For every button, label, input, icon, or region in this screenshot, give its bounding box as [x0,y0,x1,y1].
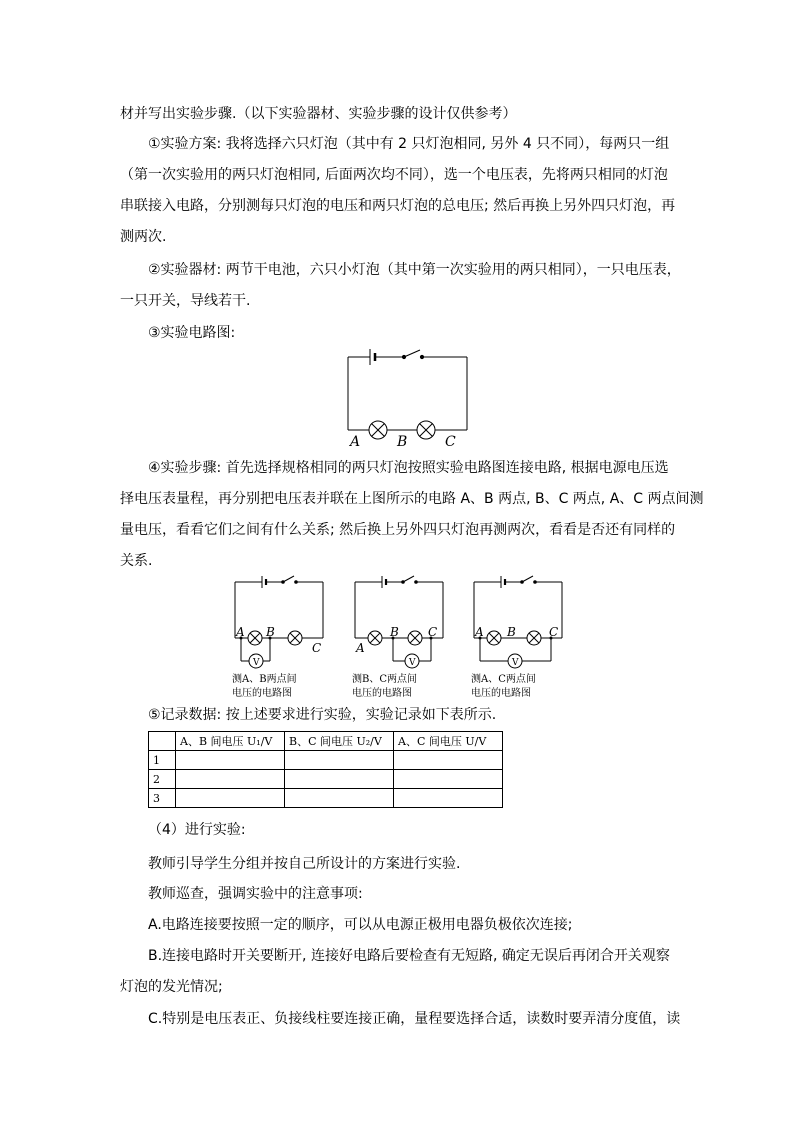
text-line: 一只开关，导线若干. [120,293,251,309]
table-row [149,789,503,808]
text-line: ③实验电路图: [148,325,236,341]
text-line: ⑤记录数据: 按上述要求进行实验，实验记录如下表所示. [148,707,497,723]
text-line: 教师巡查，强调实验中的注意事项: [148,886,363,902]
point-label-a: A [350,434,361,450]
svg-text:B: B [266,625,275,639]
table-cell [285,789,394,808]
text-line: 测两次. [120,229,167,245]
table-header-cell: B、C 间电压 U₂/V [285,732,394,751]
table-cell [394,751,503,770]
text-line: ②实验器材: 两节干电池，六只小灯泡（其中第一次实验用的两只相同），一只电压表， [148,262,681,278]
table-header-cell: A、B 间电压 U₁/V [176,732,285,751]
svg-text:C: C [312,641,322,655]
table-cell: 2 [149,770,176,789]
figure-caption: 测A、C两点间 [471,674,536,685]
table-cell [176,789,285,808]
svg-text:C: C [549,625,559,639]
table-row [149,770,503,789]
lamp-icon [369,421,387,439]
point-label-c: C [445,434,456,450]
svg-text:C: C [428,625,438,639]
table-header-cell [149,732,176,751]
table-cell [285,751,394,770]
data-table [148,731,503,808]
figure-caption: 测B、C两点间 [352,674,417,685]
main-circuit-diagram [340,345,475,450]
table-header-row [149,732,503,751]
figure-caption: 电压的电路图 [352,688,412,699]
table-cell [176,770,285,789]
svg-text:B: B [507,625,516,639]
switch-lever [404,350,420,357]
circuit-diagram-ac [467,570,572,700]
text-line: 串联接入电路，分别测每只灯泡的电压和两只灯泡的总电压; 然后再换上另外四只灯泡，再 [120,198,676,214]
text-line: 关系. [120,553,153,569]
table-cell: 3 [149,789,176,808]
lamp-icon [417,421,435,439]
text-line: （第一次实验用的两只灯泡相同, 后面两次均不同），选一个电压表，先将两只相同的灯泡 [120,167,668,183]
text-line: 灯泡的发光情况; [120,979,223,995]
table-cell [285,770,394,789]
text-line: B.连接电路时开关要断开, 连接好电路后要检查有无短路, 确定无误后再闭合开关观察 [148,948,670,964]
svg-text:A: A [236,625,245,639]
figure-caption: 电压的电路图 [232,688,292,699]
figure-caption: 电压的电路图 [471,688,531,699]
figure-caption: 测A、B两点间 [232,674,297,685]
text-line: ④实验步骤: 首先选择规格相同的两只灯泡按照实验电路图连接电路, 根据电源电压选 [148,460,669,476]
table-cell [394,770,503,789]
table-cell: 1 [149,751,176,770]
svg-text:A: A [356,641,365,655]
text-line: （4）进行实验: [148,822,246,838]
svg-text:B: B [390,625,399,639]
table-row [149,751,503,770]
table-cell [394,789,503,808]
table-header-cell: A、C 间电压 U/V [394,732,503,751]
circuit-diagram-ab [228,570,333,700]
svg-text:V: V [512,658,519,668]
svg-text:V: V [409,658,416,668]
text-line: 择电压表量程，再分别把电压表并联在上图所示的电路 A、B 两点, B、C 两点, A、C 两点间测 [120,491,704,507]
text-line: 材并写出实验步骤.（以下实验器材、实验步骤的设计仅供参考） [120,106,517,122]
text-line: ①实验方案: 我将选择六只灯泡（其中有 2 只灯泡相同, 另外 4 只不同），每两只一组 [148,136,670,152]
svg-text:V: V [253,658,260,668]
text-line: C.特别是电压表正、负接线柱要连接正确，量程要选择合适，读数时要弄清分度值，读 [148,1011,681,1027]
table-cell [176,751,285,770]
point-label-b: B [397,434,408,450]
svg-text:A: A [475,625,484,639]
text-line: 量电压，看看它们之间有什么关系; 然后换上另外四只灯泡再测两次，看看是否还有同样的 [120,522,676,538]
circuit-diagram-bc [348,570,453,700]
text-line: 教师引导学生分组并按自己所设计的方案进行实验. [148,856,461,872]
text-line: A.电路连接要按照一定的顺序，可以从电源正极用电器负极依次连接; [148,917,573,933]
